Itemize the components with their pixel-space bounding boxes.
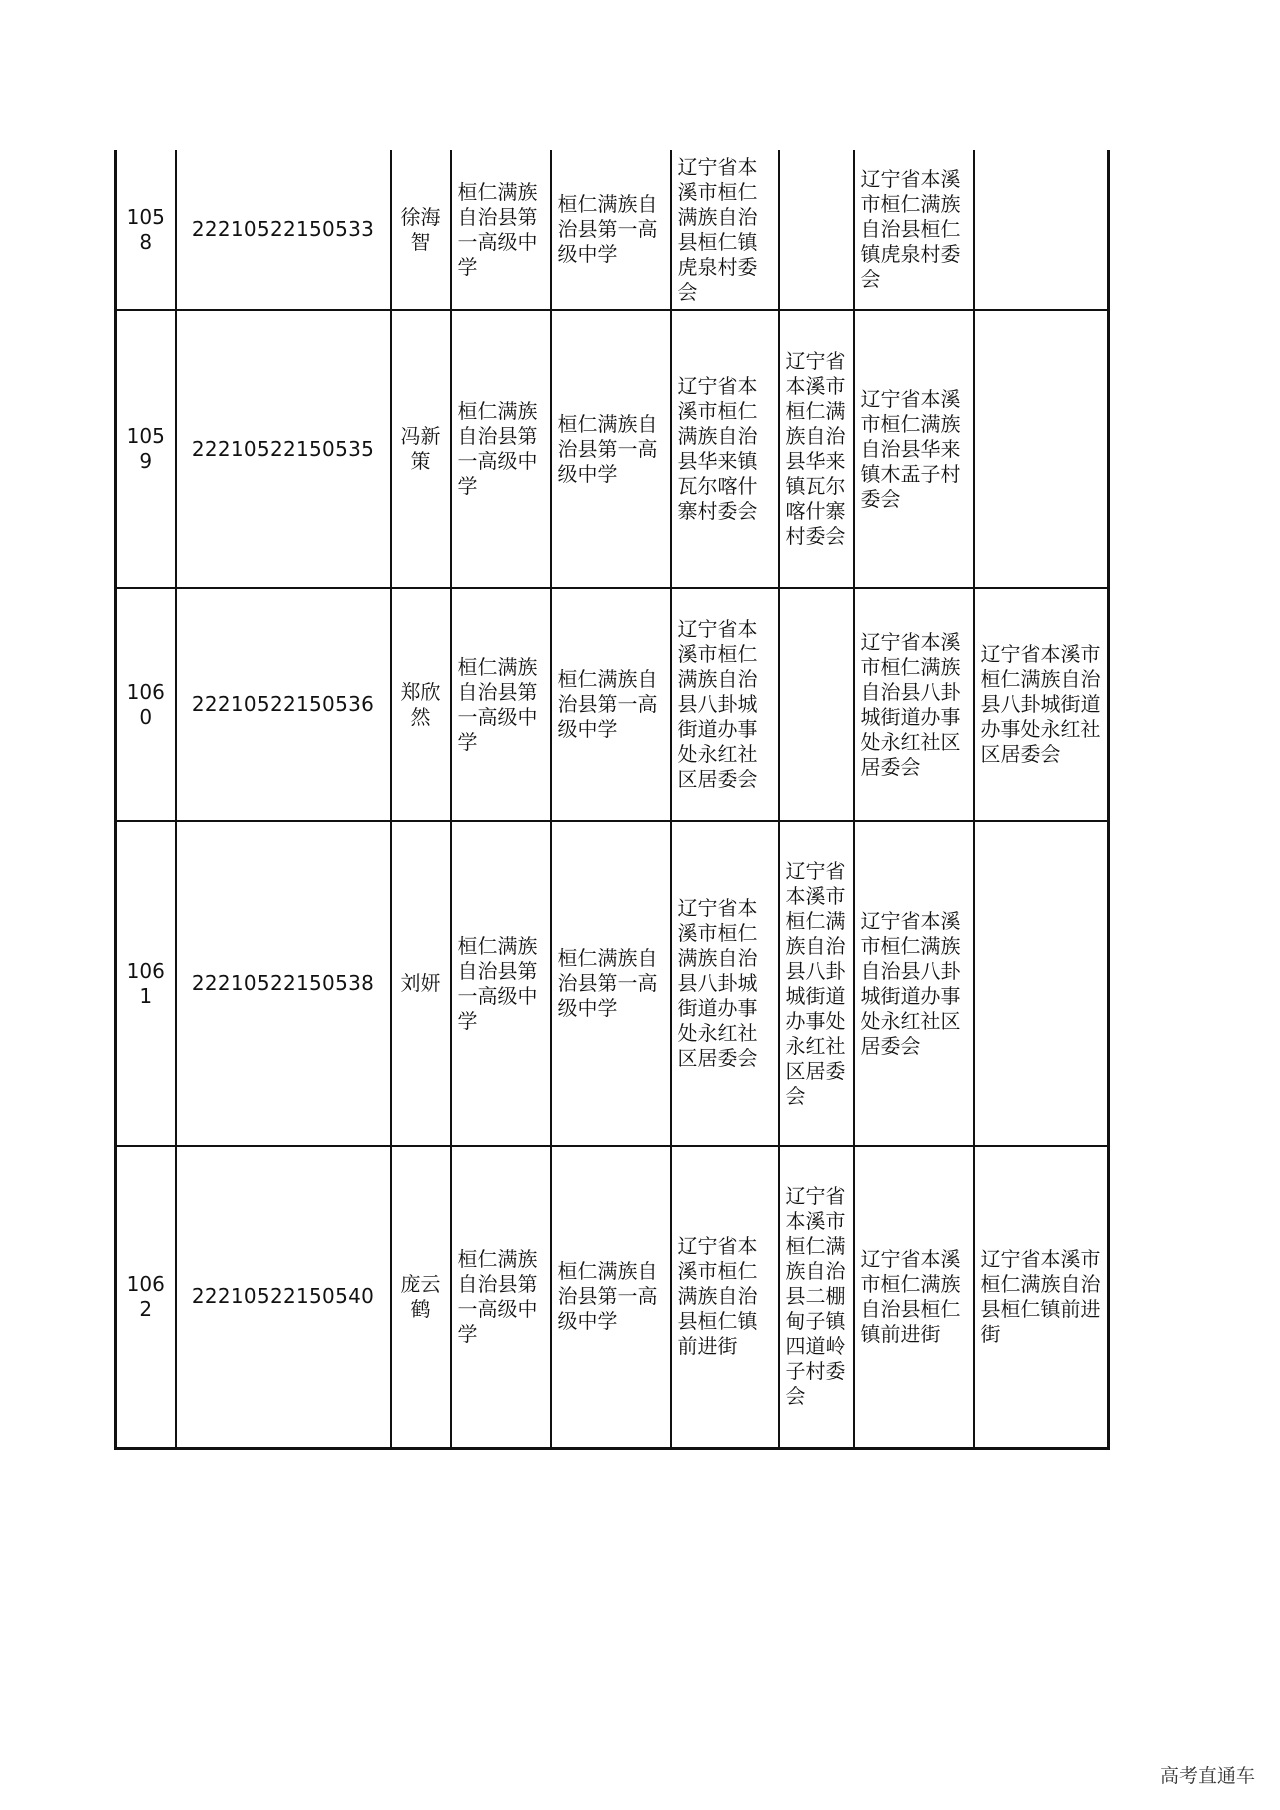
name-cell: 冯新策 xyxy=(391,310,451,588)
address-2-cell: 辽宁省本溪市桓仁满族自治县二棚甸子镇四道岭子村委会 xyxy=(779,1146,854,1448)
address-3-cell: 辽宁省本溪市桓仁满族自治县八卦城街道办事处永红社区居委会 xyxy=(854,821,974,1146)
seq-cell: 1058 xyxy=(116,150,176,310)
address-1-cell: 辽宁省本溪市桓仁满族自治县华来镇瓦尔喀什寨村委会 xyxy=(671,310,779,588)
table-row xyxy=(116,588,1109,821)
exam-id-cell: 22210522150536 xyxy=(176,588,391,821)
student-table xyxy=(114,150,1110,1450)
address-3-cell: 辽宁省本溪市桓仁满族自治县桓仁镇前进街 xyxy=(854,1146,974,1448)
graduate-school-cell: 桓仁满族自治县第一高级中学 xyxy=(551,310,671,588)
address-4-cell: 辽宁省本溪市桓仁满族自治县八卦城街道办事处永红社区居委会 xyxy=(974,588,1109,821)
address-4-cell xyxy=(974,821,1109,1146)
school-cell: 桓仁满族自治县第一高级中学 xyxy=(451,310,551,588)
graduate-school-cell: 桓仁满族自治县第一高级中学 xyxy=(551,588,671,821)
school-cell: 桓仁满族自治县第一高级中学 xyxy=(451,821,551,1146)
graduate-school-cell: 桓仁满族自治县第一高级中学 xyxy=(551,1146,671,1448)
school-cell: 桓仁满族自治县第一高级中学 xyxy=(451,588,551,821)
address-1-cell: 辽宁省本溪市桓仁满族自治县八卦城街道办事处永红社区居委会 xyxy=(671,821,779,1146)
seq-cell: 1061 xyxy=(116,821,176,1146)
address-1-cell: 辽宁省本溪市桓仁满族自治县八卦城街道办事处永红社区居委会 xyxy=(671,588,779,821)
address-4-cell xyxy=(974,150,1109,310)
address-4-cell: 辽宁省本溪市桓仁满族自治县桓仁镇前进街 xyxy=(974,1146,1109,1448)
school-cell: 桓仁满族自治县第一高级中学 xyxy=(451,1146,551,1448)
exam-id-cell: 22210522150538 xyxy=(176,821,391,1146)
address-1-cell: 辽宁省本溪市桓仁满族自治县桓仁镇前进街 xyxy=(671,1146,779,1448)
address-1-cell: 辽宁省本溪市桓仁满族自治县桓仁镇虎泉村委会 xyxy=(671,150,779,310)
address-2-cell: 辽宁省本溪市桓仁满族自治县华来镇瓦尔喀什寨村委会 xyxy=(779,310,854,588)
table-row xyxy=(116,310,1109,588)
address-2-cell xyxy=(779,588,854,821)
address-3-cell: 辽宁省本溪市桓仁满族自治县桓仁镇虎泉村委会 xyxy=(854,150,974,310)
address-4-cell xyxy=(974,310,1109,588)
seq-cell: 1059 xyxy=(116,310,176,588)
table-row xyxy=(116,1146,1109,1448)
address-3-cell: 辽宁省本溪市桓仁满族自治县华来镇木盂子村委会 xyxy=(854,310,974,588)
name-cell: 郑欣然 xyxy=(391,588,451,821)
seq-cell: 1060 xyxy=(116,588,176,821)
exam-id-cell: 22210522150533 xyxy=(176,150,391,310)
address-2-cell xyxy=(779,150,854,310)
table-row xyxy=(116,821,1109,1146)
table-row xyxy=(116,150,1109,310)
school-cell: 桓仁满族自治县第一高级中学 xyxy=(451,150,551,310)
address-2-cell: 辽宁省本溪市桓仁满族自治县八卦城街道办事处永红社区居委会 xyxy=(779,821,854,1146)
exam-id-cell: 22210522150535 xyxy=(176,310,391,588)
graduate-school-cell: 桓仁满族自治县第一高级中学 xyxy=(551,821,671,1146)
seq-cell: 1062 xyxy=(116,1146,176,1448)
name-cell: 刘妍 xyxy=(391,821,451,1146)
graduate-school-cell: 桓仁满族自治县第一高级中学 xyxy=(551,150,671,310)
name-cell: 徐海智 xyxy=(391,150,451,310)
watermark-text: 高考直通车 xyxy=(1159,1765,1255,1787)
exam-id-cell: 22210522150540 xyxy=(176,1146,391,1448)
address-3-cell: 辽宁省本溪市桓仁满族自治县八卦城街道办事处永红社区居委会 xyxy=(854,588,974,821)
name-cell: 庞云鹤 xyxy=(391,1146,451,1448)
